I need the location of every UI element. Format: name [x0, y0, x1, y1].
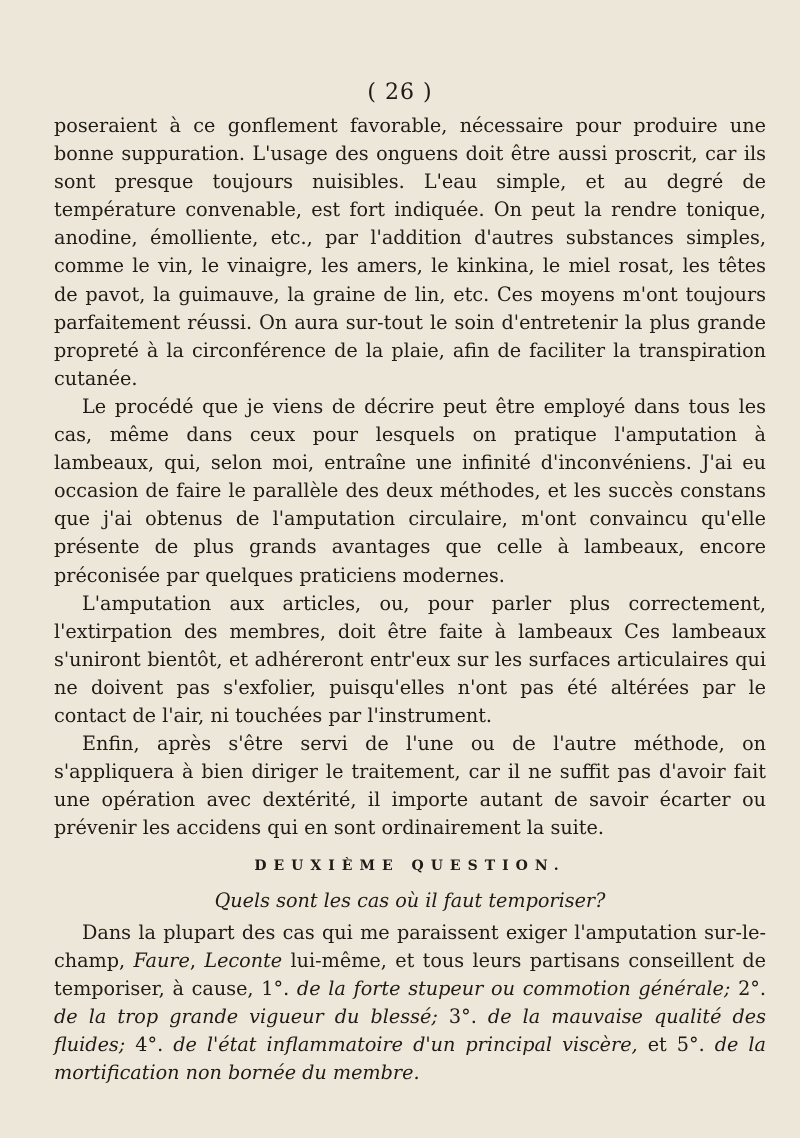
paragraph-treatment: Enfin, après s'être servi de l'une ou de l'autre méthode, on s'appliquera à bien diriger le traitement, car il ne suffit pas d'avoir fait une opération avec dextérité, il importe autant de savoir écarter ou prévenir les accidens qui en sont ordinairement la suite.	[54, 732, 766, 840]
body-text	[54, 112, 766, 1087]
cause-5: de la mortification non bornée du membre.	[54, 1033, 766, 1085]
paragraph-temporize	[54, 919, 766, 1088]
paragraph-joint-extirpation: L'amputation aux articles, ou, pour parler plus correctement, l'extirpation des membres, doit être faite à lambeaux Ces lambeaux s'uniront bientôt, et adhéreront entr'eux sur les surfaces articulaires qui ne doivent pas s'exfolier, puisqu'elles n'ont pas été altérées par le contact de l'air, ni touchées par l'instrument.	[54, 591, 766, 727]
author-name-leconte: Leconte	[204, 948, 283, 972]
text-run: 3°.	[437, 1004, 488, 1028]
cause-4: de l'état inflammatoire d'un principal viscère,	[173, 1033, 638, 1056]
page-number: ( 26 )	[367, 80, 433, 105]
cause-2: de la trop grande vigueur du blessé;	[54, 1004, 438, 1028]
author-name-faure: Faure	[133, 948, 190, 972]
paragraph-continuation: poseraient à ce gonflement favorable, nécessaire pour produire une bonne suppuration. L'usage des onguens doit être aussi proscrit, car ils sont presque toujours nuisibles. L'eau simple, et au degré de température convenable, est fort indiquée. On peut la rendre tonique, anodine, émolliente, etc., par l'addition d'autres substances simples, comme le vin, le vinaigre, les amers, le kinkina, le miel rosat, les têtes de pavot, la guimauve, la graine de lin, etc. Ces moyens m'ont toujours parfaitement réussi. On aura sur-tout le soin d'entretenir la plus grande propreté à la circonférence de la plaie, afin de faciliter la transpiration cutanée.	[54, 114, 766, 390]
text-run: Dans la plupart des cas qui me paraissent exiger l'amputation sur-le-champ,	[54, 920, 766, 972]
cause-1: de la forte stupeur ou commotion générale;	[296, 976, 731, 1000]
text-run: et 5°.	[637, 1033, 715, 1056]
text-run: 4°.	[125, 1033, 174, 1056]
text-run: lui-même, et tous leurs partisans conseillent de temporiser, à cause, 1°.	[54, 948, 767, 1000]
cause-3: de la mauvaise qualité des fluides;	[54, 1004, 766, 1056]
paragraph-circular-amputation: Le procédé que je viens de décrire peut être employé dans tous les cas, même dans ceux pour lesquels on pratique l'amputation à lambeaux, qui, selon moi, entraîne une infinité d'inconvéniens. J'ai eu occasion de faire le parallèle des deux méthodes, et les succès constans que j'ai obtenus de l'amputation circulaire, m'ont convaincu qu'elle présente de plus grands avantages que celle à lambeaux, encore préconisée par quelques praticiens modernes.	[54, 394, 766, 587]
section-heading: DEUXIÈME QUESTION.	[254, 858, 566, 875]
text-run: 2°.	[730, 976, 766, 1000]
question-title: Quels sont les cas où il faut temporiser?	[214, 888, 606, 912]
text-run: ,	[189, 948, 205, 972]
